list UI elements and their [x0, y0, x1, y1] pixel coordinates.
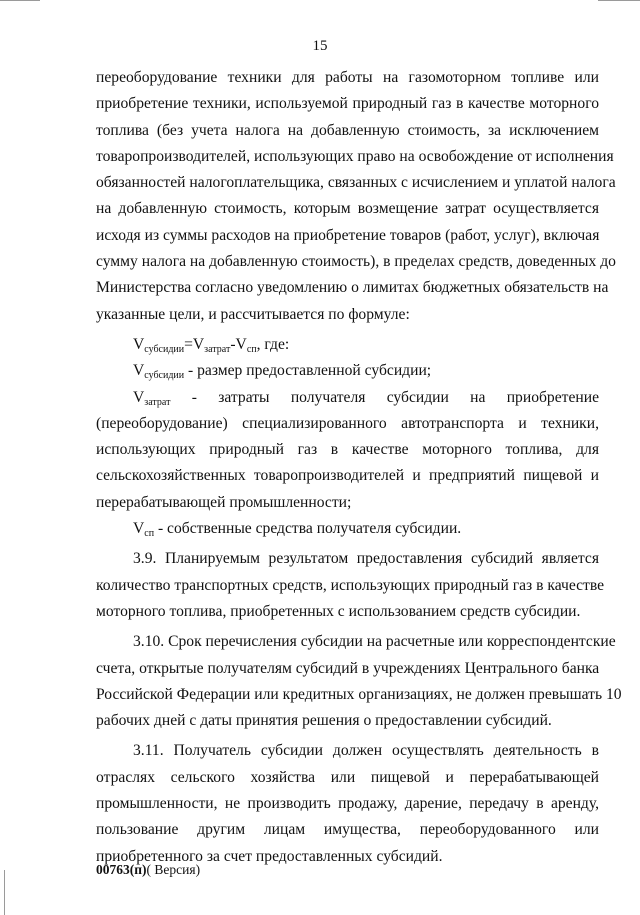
- text-line: Министерства согласно уведомлению о лимитах бюджетных обязательств на: [96, 279, 609, 297]
- scan-mark-top-left: [0, 0, 40, 1]
- text-line: счета, открытые получателям субсидий в учреждениях Центрального банка: [96, 659, 600, 677]
- document-version: ( Версия): [146, 862, 201, 877]
- text-line: использующих природный газ в качестве моторного топлива, для: [96, 441, 599, 459]
- text-line: (переоборудование) специализированного автотранспорта и техники,: [96, 414, 599, 432]
- document-footer: [96, 862, 200, 878]
- text-line: топлива (без учета налога на добавленную стоимость, за исключением: [96, 121, 599, 139]
- definition-subsidy: $V_{субсидии}$ - размер предоставленной субсидии;: [133, 362, 432, 382]
- document-body: [96, 65, 622, 870]
- text-line: пользование другим лицам имущества, переоборудованного или: [96, 821, 599, 839]
- text-line: указанные цели, и рассчитывается по формуле:: [96, 305, 410, 323]
- text-line: количество транспортных средств, использующих природный газ в качестве: [96, 576, 605, 594]
- scan-mark-top-right: [598, 0, 640, 1]
- paragraph-3-11: [96, 738, 599, 869]
- text-line: товаропроизводителей, использующих право на освобождение от исполнения: [96, 147, 614, 165]
- text-line: моторного топлива, приобретенных с использованием средств субсидии.: [96, 602, 581, 620]
- text-line: отраслях сельского хозяйства или пищевой и перерабатывающей: [96, 768, 599, 786]
- page-number: 15: [312, 38, 328, 54]
- text-line: Российской Федерации или кредитных организациях, не должен превышать 10: [96, 685, 622, 703]
- text-line: $V_{затрат}$ - затраты получателя субсидии на приобретение: [133, 388, 599, 408]
- text-line: приобретение техники, используемой природный газ в качестве моторного: [96, 95, 599, 113]
- definition-own-funds: $V_{сп}$ - собственные средства получателя субсидии.: [133, 520, 462, 540]
- text-line: рабочих дней с даты принятия решения о предоставлении субсидий.: [96, 712, 552, 730]
- paragraph-3-9: [96, 546, 605, 625]
- text-line: промышленности, не производить продажу, дарение, передачу в аренду,: [96, 795, 599, 813]
- text-line: 3.9. Планируемым результатом предоставления субсидий является: [133, 550, 599, 568]
- subsidy-formula: $V_{субсидии}=V_{затрат}-V_{сп}$, где:: [133, 335, 290, 355]
- text-line: 3.11. Получатель субсидии должен осуществлять деятельность в: [133, 742, 599, 760]
- text-line: приобретенного за счет предоставленных субсидий.: [96, 847, 443, 865]
- text-line: 3.10. Срок перечисления субсидии на расчетные или корреспондентские: [133, 633, 616, 651]
- text-line: переоборудование техники для работы на газомоторном топливе или: [96, 69, 599, 86]
- text-line: перерабатывающей промышленности;: [96, 493, 352, 511]
- text-line: обязанностей налогоплательщика, связанных с исчислением и уплатой налога: [96, 174, 616, 192]
- text-line: на добавленную стоимость, которым возмещение затрат осуществляется: [96, 200, 599, 218]
- text-line: сумму налога на добавленную стоимость), в пределах средств, доведенных до: [96, 253, 616, 271]
- text-line: сельскохозяйственных товаропроизводителей и предприятий пищевой и: [96, 467, 599, 485]
- intro-paragraph: [96, 65, 616, 328]
- paragraph-3-10: [96, 629, 622, 734]
- document-code: 00763(п): [96, 862, 147, 877]
- definition-cost: [96, 385, 599, 516]
- scan-mark-left-edge: [4, 870, 5, 915]
- text-line: исходя из суммы расходов на приобретение товаров (работ, услуг), включая: [96, 226, 600, 244]
